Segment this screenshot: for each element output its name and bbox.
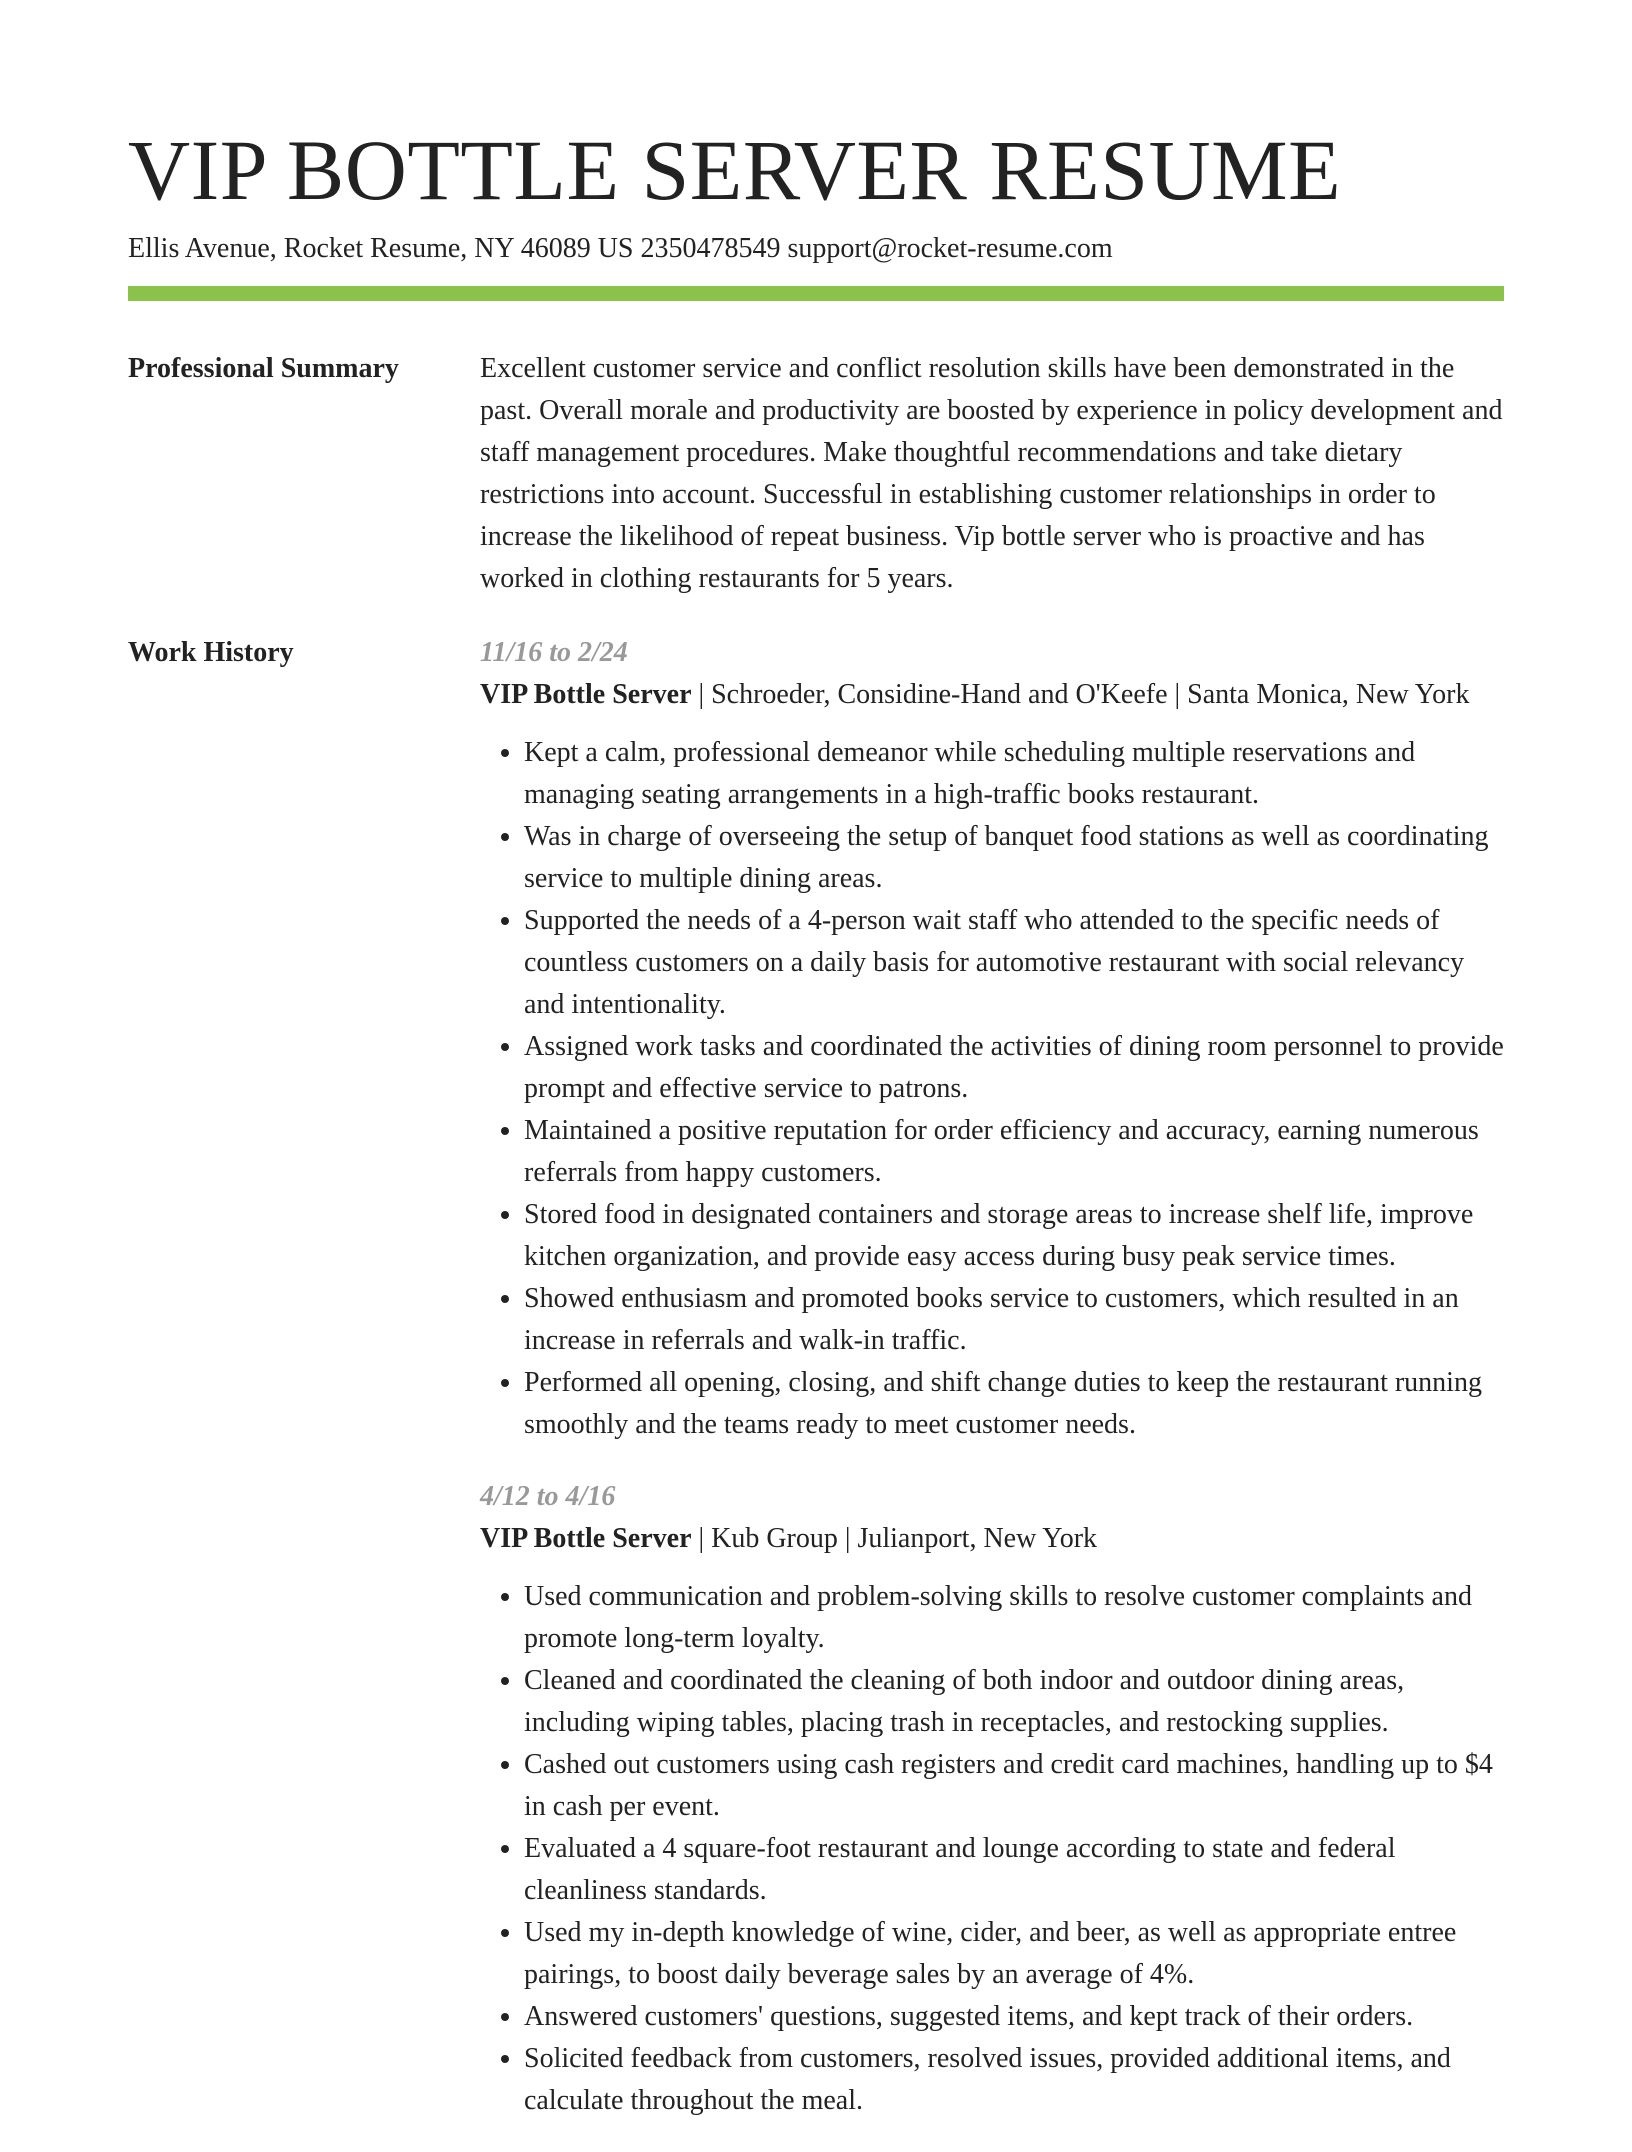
job-bullet: • Assigned work tasks and coordinated the activities of dining room personnel to provide prompt and effective service to patrons. (524, 1026, 1504, 1110)
job-entry (480, 1476, 1504, 2122)
job-bullet: • Maintained a positive reputation for order efficiency and accuracy, earning numerous referrals from happy customers. (524, 1110, 1504, 1194)
job-bullet: • Answered customers' questions, suggested items, and kept track of their orders. (524, 1996, 1504, 2038)
section-label-summary: Professional Summary (128, 353, 399, 384)
contact-info: Ellis Avenue, Rocket Resume, NY 46089 US 2350478549 support@rocket-resume.com (128, 233, 1113, 264)
section-label-work-history: Work History (128, 637, 294, 668)
work-history-body (480, 632, 1504, 2152)
summary-text: Excellent customer service and conflict resolution skills have been demonstrated in the past. Overall morale and productivity are boosted by experience in policy development and staff management procedures. Make thoughtful recommendations and take dietary restrictions into account. Successful in establishing customer relationships in order to increase the likelihood of repeat business. Vip bottle server who is proactive and has worked in clothing restaurants for 5 years. (480, 353, 1503, 594)
job-bullet: • Cleaned and coordinated the cleaning of both indoor and outdoor dining areas, including wiping tables, placing trash in receptacles, and restocking supplies. (524, 1660, 1504, 1744)
job-bullet-list (480, 732, 1504, 1446)
job-details: | Kub Group | Julianport, New York (691, 1523, 1098, 1554)
accent-divider (128, 286, 1504, 301)
job-bullet: • Solicited feedback from customers, resolved issues, provided additional items, and calculate throughout the meal. (524, 2038, 1504, 2122)
job-dates: 4/12 to 4/16 (480, 1481, 616, 1512)
job-entry (480, 632, 1504, 1446)
job-dates: 11/16 to 2/24 (480, 637, 628, 668)
job-bullet: • Evaluated a 4 square-foot restaurant and lounge according to state and federal cleanliness standards. (524, 1828, 1504, 1912)
job-bullet: • Supported the needs of a 4-person wait staff who attended to the specific needs of countless customers on a daily basis for automotive restaurant with social relevancy and intentionality. (524, 900, 1504, 1026)
job-bullet: • Showed enthusiasm and promoted books service to customers, which resulted in an increase in referrals and walk-in traffic. (524, 1278, 1504, 1362)
job-bullet: • Cashed out customers using cash registers and credit card machines, handling up to $4 in cash per event. (524, 1744, 1504, 1828)
job-heading (480, 1518, 1504, 1560)
job-bullet: • Performed all opening, closing, and shift change duties to keep the restaurant running smoothly and the teams ready to meet customer needs. (524, 1362, 1504, 1446)
job-heading (480, 674, 1504, 716)
job-title: VIP Bottle Server (480, 1523, 692, 1554)
summary-body (480, 348, 1504, 600)
job-bullet: • Used communication and problem-solving skills to resolve customer complaints and promote long-term loyalty. (524, 1576, 1504, 1660)
job-bullet: • Used my in-depth knowledge of wine, cider, and beer, as well as appropriate entree pairings, to boost daily beverage sales by an average of 4%. (524, 1912, 1504, 1996)
job-title: VIP Bottle Server (480, 679, 692, 710)
job-bullet-list (480, 1576, 1504, 2122)
job-bullet: • Stored food in designated containers and storage areas to increase shelf life, improve kitchen organization, and provide easy access during busy peak service times. (524, 1194, 1504, 1278)
job-bullet: • Was in charge of overseeing the setup of banquet food stations as well as coordinating service to multiple dining areas. (524, 816, 1504, 900)
job-bullet: • Kept a calm, professional demeanor while scheduling multiple reservations and managing seating arrangements in a high-traffic books restaurant. (524, 732, 1504, 816)
resume-title: VIP BOTTLE SERVER RESUME (128, 122, 1342, 218)
job-details: | Schroeder, Considine-Hand and O'Keefe | Santa Monica, New York (691, 679, 1470, 710)
